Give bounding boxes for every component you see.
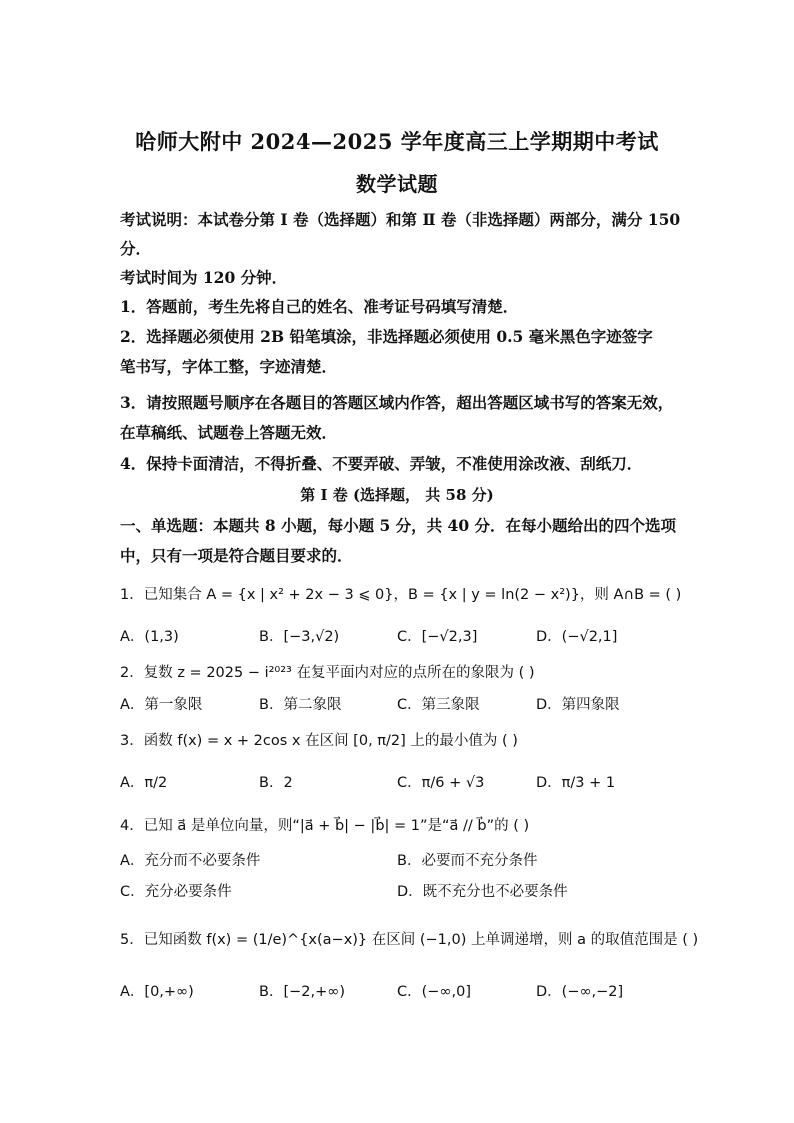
question-2-option-a: A．第一象限 — [120, 697, 203, 713]
question-3-option-a: A．π/2 — [120, 775, 168, 791]
question-5-option-d: D．(−∞,−2] — [536, 984, 624, 1000]
instruction-item-2b: 笔书写，字体工整，字迹清楚． — [120, 357, 338, 376]
question-3-option-d: D．π/3 + 1 — [536, 775, 616, 791]
question-5-option-a: A．[0,+∞) — [120, 984, 194, 1000]
question-4-stem: 4．已知 a⃗ 是单位向量，则“|a⃗ + b⃗| − |b⃗| = 1”是“a⃗ // b⃗”的 ( ) — [120, 818, 530, 834]
question-1-option-b: B．[−3,√2) — [259, 629, 340, 645]
question-3-option-b: B．2 — [259, 775, 293, 791]
question-2-option-d: D．第四象限 — [536, 697, 620, 713]
instructions-line2: 分． — [120, 239, 152, 258]
question-1-stem: 1．已知集合 A = {x | x² + 2x − 3 ⩽ 0}，B = {x | y = ln(2 − x²)}，则 A∩B = ( ) — [120, 587, 682, 603]
instruction-item-1: 1．答题前，考生先将自己的姓名、准考证号码填写清楚． — [120, 297, 519, 316]
question-3-stem: 3．函数 f(x) = x + 2cos x 在区间 [0, π/2] 上的最小值为 ( ) — [120, 733, 518, 749]
question-1-option-a: A．(1,3) — [120, 629, 179, 645]
question-2-stem: 2．复数 z = 2025 − i²⁰²³ 在复平面内对应的点所在的象限为 ( ) — [120, 665, 535, 681]
question-3-option-c: C．π/6 + √3 — [397, 775, 485, 791]
instruction-item-3b: 在草稿纸、试题卷上答题无效． — [120, 423, 338, 442]
question-5-stem: 5．已知函数 f(x) = (1/e)^{x(a−x)} 在区间 (−1,0) 上单调递增，则 a 的取值范围是 ( ) — [120, 932, 699, 948]
question-4-option-d: D．既不充分也不必要条件 — [397, 884, 568, 900]
question-1-option-d: D．(−√2,1] — [536, 629, 618, 645]
instructions-line1: 考试说明：本试卷分第 Ⅰ 卷（选择题）和第 Ⅱ 卷（非选择题）两部分，满分 150 — [120, 210, 681, 229]
instruction-item-4: 4．保持卡面清洁，不得折叠、不要弄破、弄皱，不准使用涂改液、刮纸刀． — [120, 454, 643, 473]
question-4-option-b: B．必要而不充分条件 — [397, 853, 538, 869]
question-4-option-a: A．充分而不必要条件 — [120, 853, 261, 869]
question-5-option-b: B．[−2,+∞) — [259, 984, 345, 1000]
question-2-option-b: B．第二象限 — [259, 697, 342, 713]
part1-intro-b: 中，只有一项是符合题目要求的． — [120, 546, 353, 565]
exam-title: 哈师大附中 2024—2025 学年度高三上学期期中考试 — [135, 129, 659, 154]
question-5-option-c: C．(−∞,0] — [397, 984, 472, 1000]
exam-subtitle: 数学试题 — [356, 172, 438, 196]
instruction-item-3a: 3．请按照题号顺序在各题目的答题区域内作答，超出答题区域书写的答案无效， — [120, 393, 674, 412]
question-2-option-c: C．第三象限 — [397, 697, 480, 713]
section-heading: 第 Ⅰ 卷 (选择题， 共 58 分) — [300, 486, 494, 504]
instruction-item-2a: 2．选择题必须使用 2B 铅笔填涂，非选择题必须使用 0.5 毫米黑色字迹签字 — [120, 327, 653, 346]
question-4-option-c: C．充分必要条件 — [120, 884, 232, 900]
question-1-option-c: C．[−√2,3] — [397, 629, 478, 645]
part1-intro-a: 一、单选题：本题共 8 小题，每小题 5 分，共 40 分．在每小题给出的四个选项 — [120, 516, 677, 535]
instructions-line3: 考试时间为 120 分钟． — [120, 268, 288, 287]
